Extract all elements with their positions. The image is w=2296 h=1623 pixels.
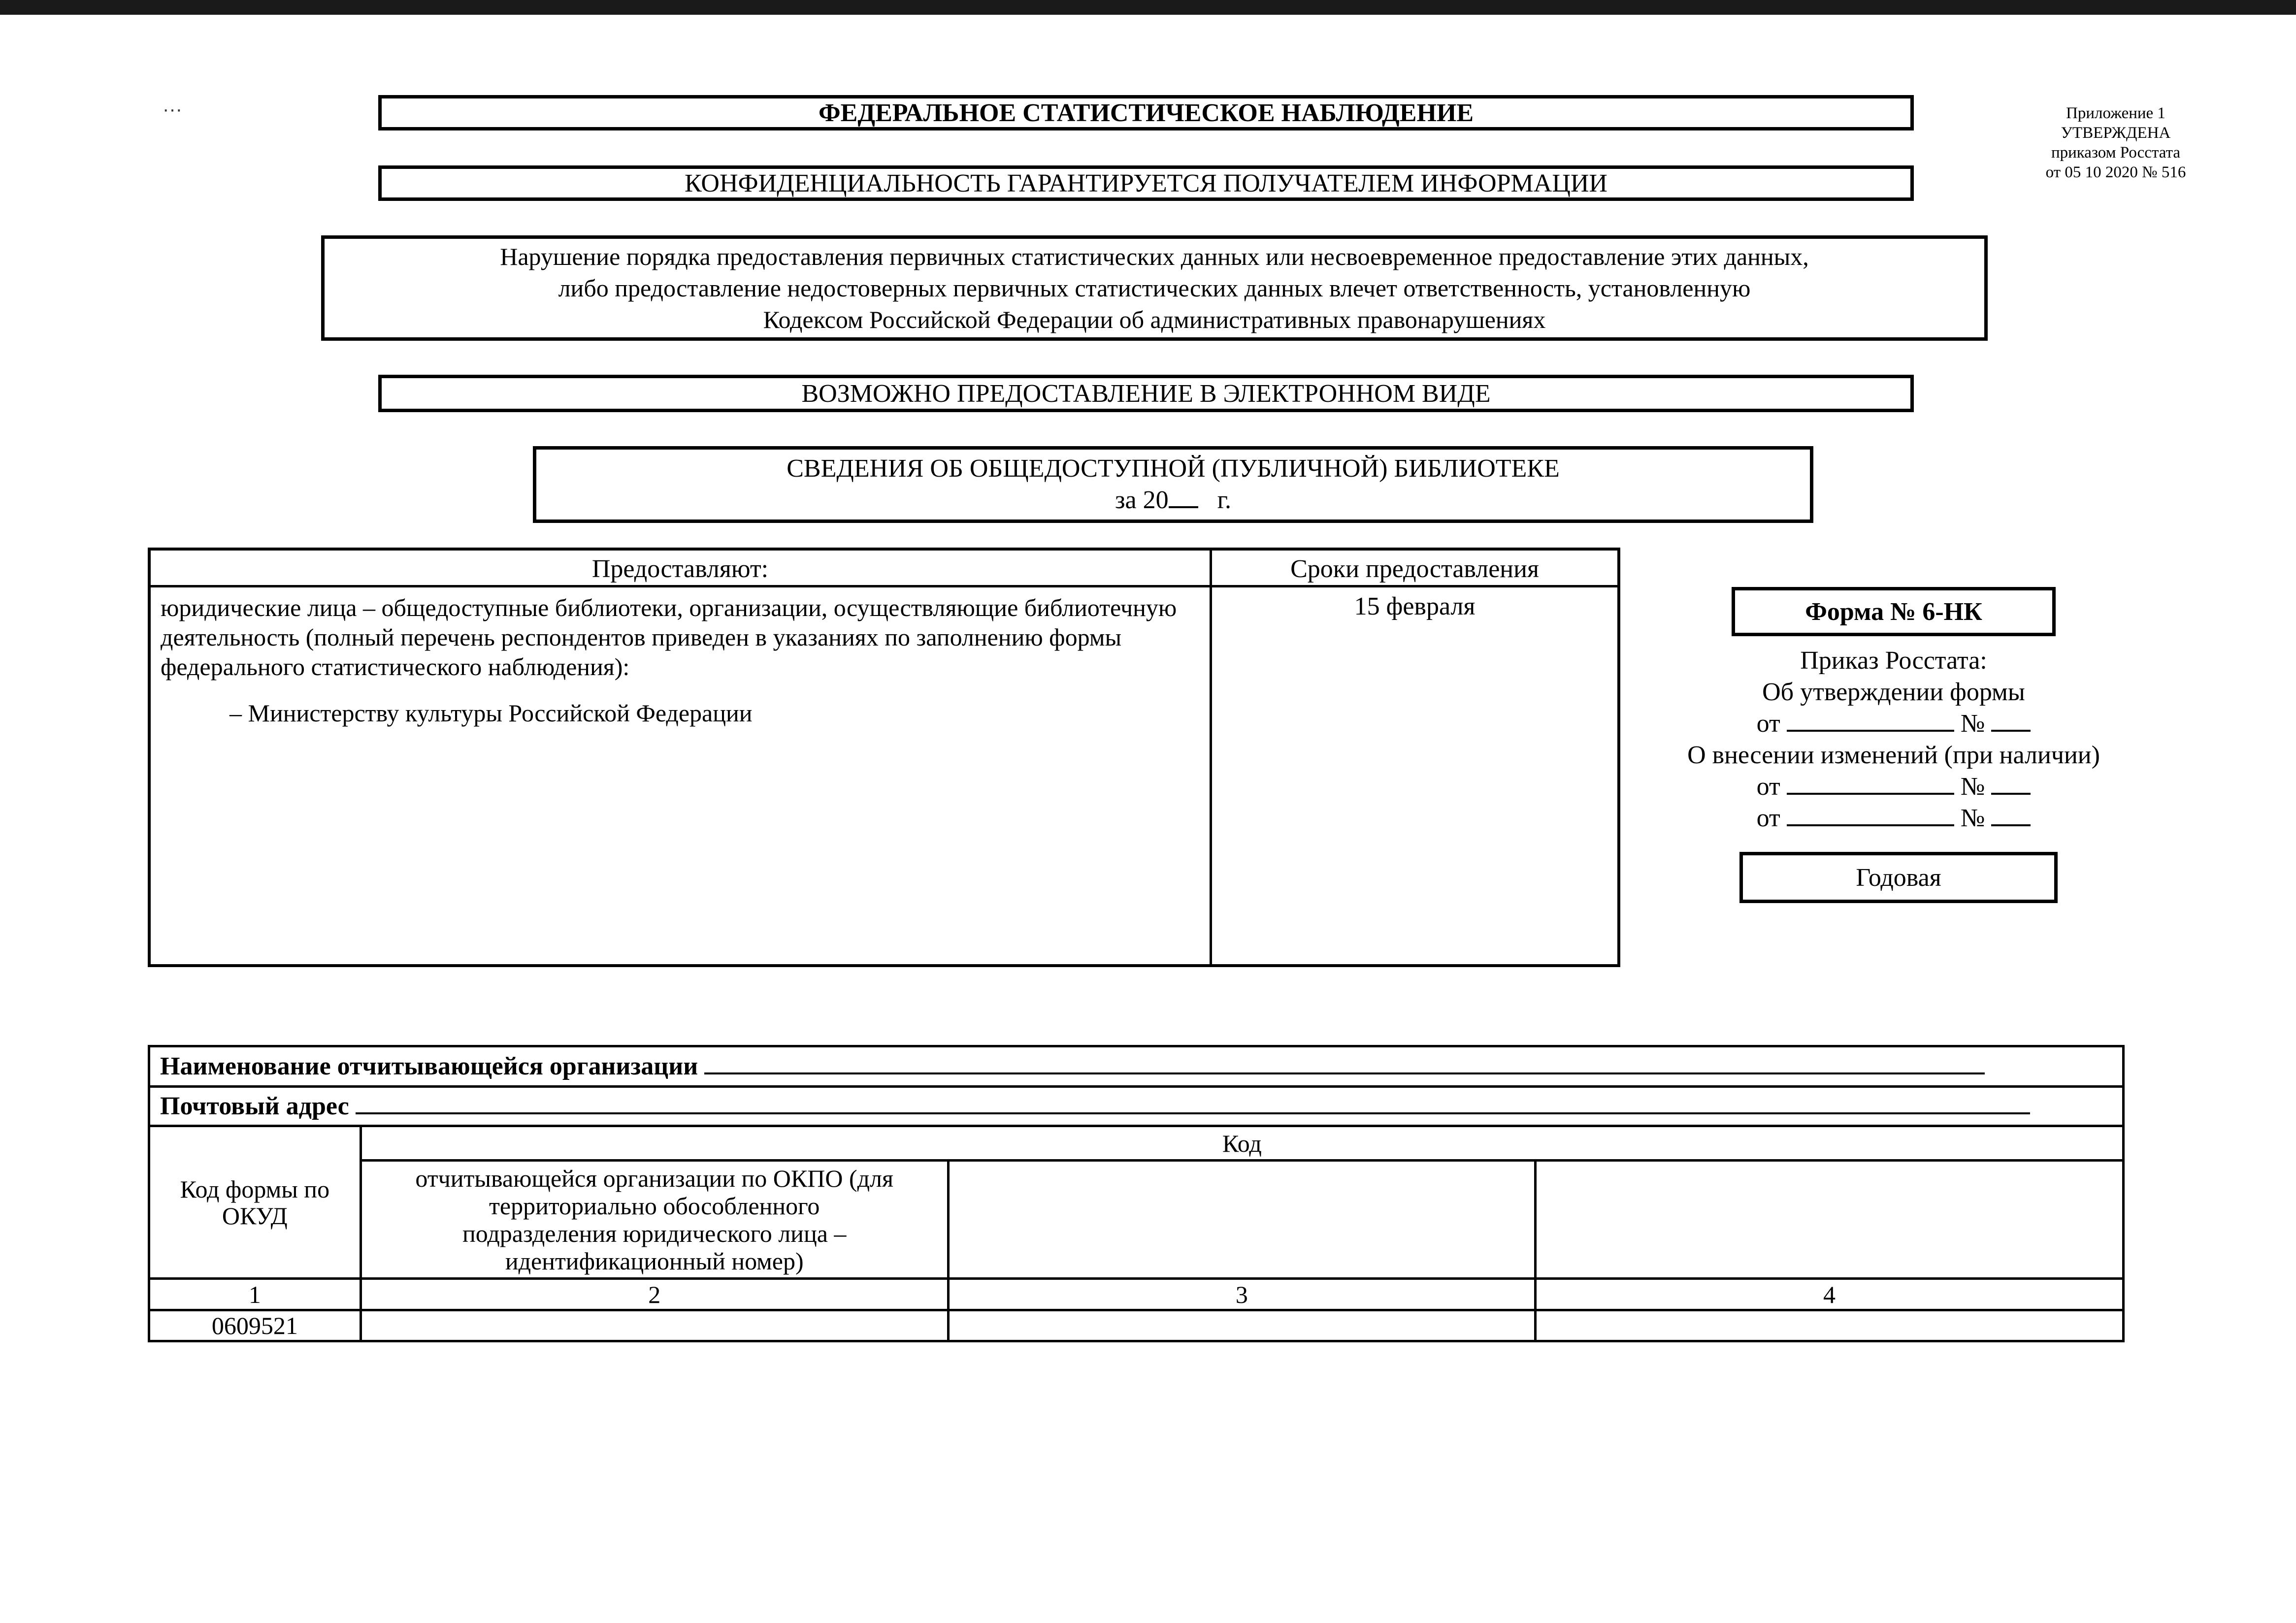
changes-date-row-2: от № [1645, 803, 2142, 834]
form-number-box [1732, 587, 2056, 636]
scan-mark: ··· [163, 98, 182, 120]
postal-address-label: Почтовый адрес [160, 1092, 349, 1120]
approval-order: приказом Росстата [2051, 144, 2181, 162]
postal-address-field[interactable] [356, 1094, 2030, 1114]
approval-date: от 05 10 2020 № 516 [2045, 163, 2186, 181]
okpo-header: отчитывающейся организации по ОКПО (для территориально обособленного подразделения юридического лица – идентификационный номер) [415, 1164, 894, 1275]
changes-number-blank-2[interactable] [1991, 805, 2031, 826]
submission-table [148, 548, 1620, 967]
column-number-4: 4 [1535, 1279, 2123, 1310]
approval-approved: УТВЕРЖДЕНА [2061, 124, 2171, 142]
org-name-row [149, 1046, 2124, 1087]
electronic-submission-text: ВОЗМОЖНО ПРЕДОСТАВЛЕНИЕ В ЭЛЕКТРОННОМ ВИДЕ [801, 379, 1491, 408]
okud-header-cell [149, 1126, 361, 1279]
changes-date-blank-1[interactable] [1787, 773, 1954, 795]
periodicity: Годовая [1856, 863, 1941, 892]
form-title: СВЕДЕНИЯ ОБ ОБЩЕДОСТУПНОЙ (ПУБЛИЧНОЙ) БИБЛИОТЕКЕ [787, 454, 1560, 483]
reporting-period: за 20 г. [1115, 486, 1232, 514]
code-header: Код [1222, 1129, 1262, 1157]
code-header-cell [361, 1126, 2123, 1161]
order-block [1645, 645, 2142, 834]
code-col-4-header [1535, 1161, 2123, 1279]
respondents-header: Предоставляют: [591, 555, 769, 583]
form-title-box [533, 446, 1813, 523]
approval-number-blank[interactable] [1991, 710, 2031, 732]
okud-code-value: 0609521 [149, 1310, 361, 1341]
code-4-value-cell[interactable] [1535, 1310, 2123, 1341]
warning-line-1: Нарушение порядка предоставления первичных статистических данных или несвоевременное предоставление этих данных, [500, 243, 1809, 270]
year-blank[interactable] [1169, 487, 1198, 508]
org-name-field[interactable] [704, 1054, 1985, 1074]
changes-date-blank-2[interactable] [1787, 805, 1954, 826]
code-3-value-cell[interactable] [948, 1310, 1535, 1341]
column-number-3: 3 [948, 1279, 1535, 1310]
periodicity-box [1739, 852, 2058, 903]
confidentiality-text: КОНФИДЕНЦИАЛЬНОСТЬ ГАРАНТИРУЕТСЯ ПОЛУЧАТЕЛЕМ ИНФОРМАЦИИ [685, 169, 1607, 197]
confidentiality-banner [378, 165, 1914, 201]
warning-line-3: Кодексом Российской Федерации об административных правонарушениях [763, 306, 1546, 333]
respondents-description: юридические лица – общедоступные библиотеки, организации, осуществляющие библиотечную деятельность (полный перечень респондентов приведен в указаниях по заполнению формы федерального статистического наблюдения): [161, 594, 1177, 681]
column-number-2: 2 [361, 1279, 948, 1310]
deadline-header: Сроки предоставления [1290, 555, 1539, 583]
form-number: Форма № 6-НК [1805, 597, 1982, 626]
okpo-header-cell [361, 1161, 948, 1279]
submission-table-header-line [151, 585, 1617, 587]
recipient-ministry: – Министерству культуры Российской Федерации [230, 699, 753, 727]
order-label: Приказ Росстата: [1800, 647, 1987, 675]
approval-form-label: Об утверждении формы [1762, 678, 2025, 706]
okpo-value-cell[interactable] [361, 1310, 948, 1341]
approval-stamp [2012, 103, 2219, 182]
code-col-3-header [948, 1161, 1535, 1279]
scan-top-edge [0, 0, 2296, 15]
org-name-label: Наименование отчитывающейся организации [160, 1052, 698, 1080]
okud-header: Код формы по ОКУД [180, 1175, 330, 1230]
warning-line-2: либо предоставление недостоверных первичных статистических данных влечет ответственность, установленную [558, 274, 1751, 302]
approval-appendix: Приложение 1 [2066, 104, 2165, 122]
federal-observation-text: ФЕДЕРАЛЬНОЕ СТАТИСТИЧЕСКОЕ НАБЛЮДЕНИЕ [818, 98, 1474, 127]
changes-date-row-1: от № [1645, 771, 2142, 803]
approval-date-row: от № [1645, 708, 2142, 740]
federal-observation-banner [378, 95, 1914, 130]
deadline-value: 15 февраля [1354, 592, 1476, 620]
column-number-1: 1 [149, 1279, 361, 1310]
approval-date-blank[interactable] [1787, 710, 1954, 732]
changes-number-blank-1[interactable] [1991, 773, 2031, 795]
organisation-table [148, 1045, 2125, 1342]
postal-address-row [149, 1087, 2124, 1126]
liability-warning-box [321, 235, 1988, 341]
electronic-submission-banner [378, 375, 1914, 412]
organisation-table-wrapper [148, 1045, 2125, 1342]
changes-label: О внесении изменений (при наличии) [1687, 741, 2100, 769]
